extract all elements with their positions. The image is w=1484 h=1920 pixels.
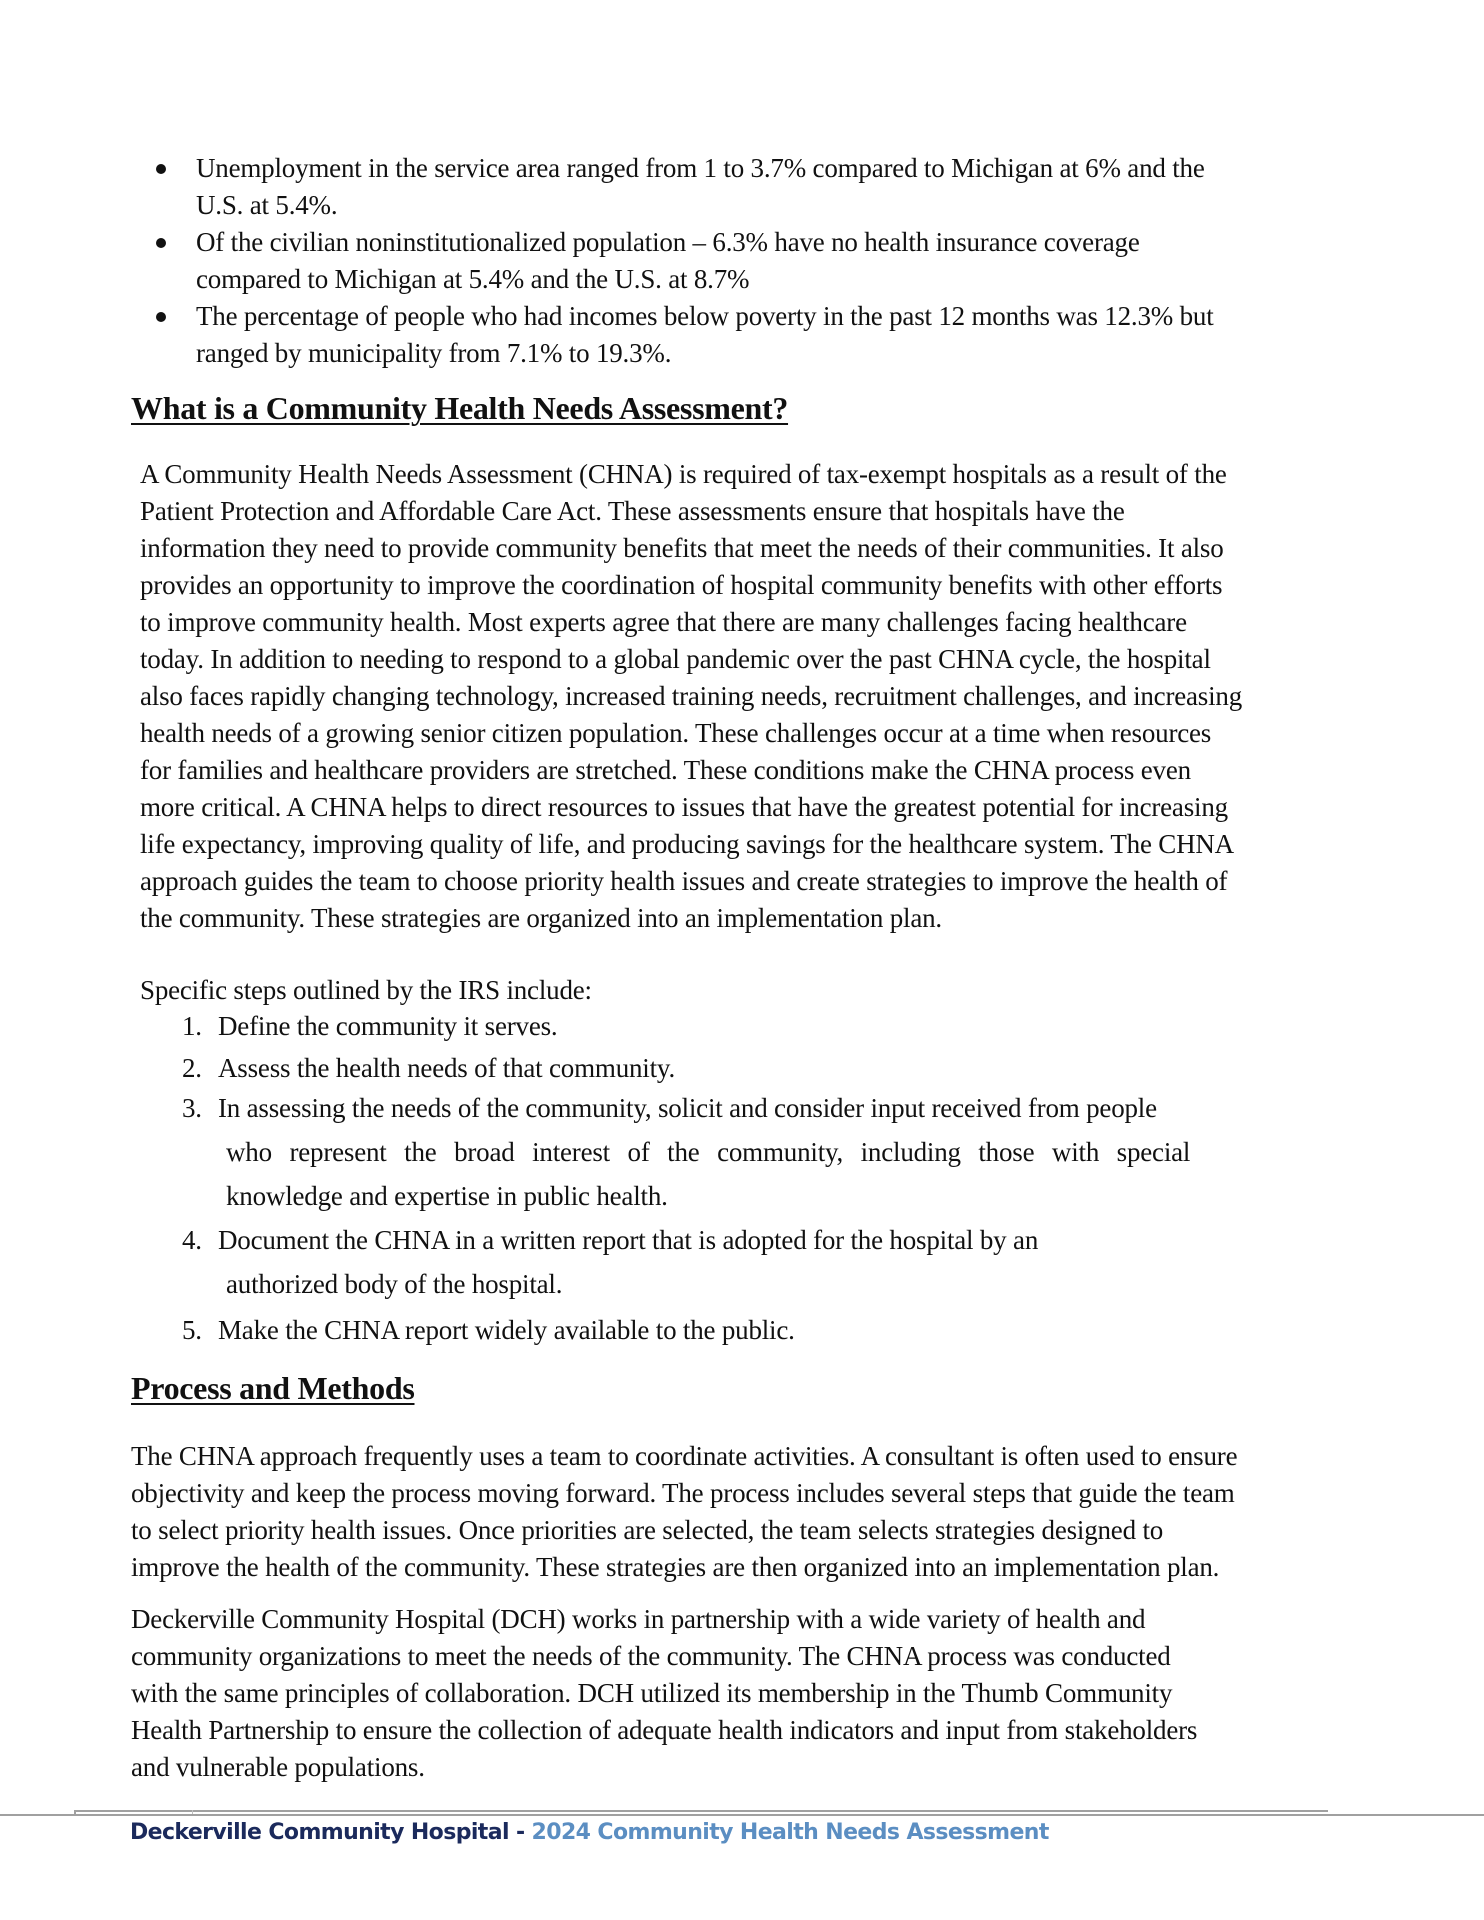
footer-rule-top <box>74 1810 1328 1812</box>
step-number: 5. <box>182 1315 202 1345</box>
bullet-item-insurance-line-1: Of the civilian noninstitutionalized population – 6.3% have no health insurance coverage <box>196 227 1140 257</box>
step-text: Document the CHNA in a written report that is adopted for the hospital by an <box>218 1225 1039 1255</box>
step-text: Make the CHNA report widely available to the public. <box>218 1315 795 1345</box>
paragraph-line: to improve community health. Most experts agree that there are many challenges facing healthcare <box>140 607 1187 637</box>
footer-organization: Deckerville Community Hospital <box>130 1820 509 1845</box>
step-text: Assess the health needs of that community. <box>218 1053 676 1083</box>
bullet-icon <box>156 312 166 322</box>
footer-document-title: 2024 Community Health Needs Assessment <box>531 1820 1049 1845</box>
paragraph-line: to select priority health issues. Once priorities are selected, the team selects strategies designed to <box>131 1515 1164 1545</box>
step-number: 4. <box>182 1225 202 1255</box>
section-heading-process-and-methods: Process and Methods <box>131 1370 415 1406</box>
step-number: 3. <box>182 1093 202 1123</box>
paragraph-line: A Community Health Needs Assessment (CHNA) is required of tax-exempt hospitals as a result of the <box>140 459 1227 489</box>
paragraph-line: with the same principles of collaboration. DCH utilized its membership in the Thumb Community <box>131 1678 1173 1708</box>
irs-steps-intro: Specific steps outlined by the IRS include: <box>140 975 592 1005</box>
step-text: Define the community it serves. <box>218 1011 558 1041</box>
paragraph-line: provides an opportunity to improve the coordination of hospital community benefits with other efforts <box>140 570 1223 600</box>
step-text: authorized body of the hospital. <box>226 1269 563 1299</box>
bullet-icon <box>156 238 166 248</box>
step-number: 1. <box>182 1011 202 1041</box>
bullet-icon <box>156 164 166 174</box>
paragraph-line: and vulnerable populations. <box>131 1752 425 1782</box>
footer-caption <box>130 1818 1049 1848</box>
bullet-item-unemployment-line-2: U.S. at 5.4%. <box>196 190 338 220</box>
step-text: knowledge and expertise in public health. <box>226 1181 668 1211</box>
bullet-item-insurance-line-2: compared to Michigan at 5.4% and the U.S. at 8.7% <box>196 264 750 294</box>
paragraph-line: improve the health of the community. These strategies are then organized into an implementation plan. <box>131 1552 1220 1582</box>
footer-separator: - <box>508 1820 532 1845</box>
paragraph-line: objectivity and keep the process moving forward. The process includes several steps that guide the team <box>131 1478 1235 1508</box>
step-text-justified <box>226 1136 1246 1168</box>
paragraph-line: today. In addition to needing to respond to a global pandemic over the past CHNA cycle, the hospital <box>140 644 1211 674</box>
paragraph-line: life expectancy, improving quality of life, and producing savings for the healthcare system. The CHNA <box>140 829 1234 859</box>
paragraph-line: health needs of a growing senior citizen population. These challenges occur at a time when resources <box>140 718 1212 748</box>
bullet-item-unemployment-line-1: Unemployment in the service area ranged from 1 to 3.7% compared to Michigan at 6% and the <box>196 153 1205 183</box>
paragraph-line: community organizations to meet the needs of the community. The CHNA process was conducted <box>131 1641 1171 1671</box>
paragraph-line: The CHNA approach frequently uses a team to coordinate activities. A consultant is often used to ensure <box>131 1441 1238 1471</box>
paragraph-line: more critical. A CHNA helps to direct resources to issues that have the greatest potential for increasing <box>140 792 1228 822</box>
paragraph-line: approach guides the team to choose priority health issues and create strategies to improve the health of <box>140 866 1228 896</box>
step-number: 2. <box>182 1053 202 1083</box>
paragraph-line: Health Partnership to ensure the collection of adequate health indicators and input from stakeholders <box>131 1715 1198 1745</box>
paragraph-line: Deckerville Community Hospital (DCH) works in partnership with a wide variety of health and <box>131 1604 1146 1634</box>
paragraph-line: Patient Protection and Affordable Care Act. These assessments ensure that hospitals have the <box>140 496 1125 526</box>
section-heading-what-is-chna: What is a Community Health Needs Assessment? <box>131 390 789 426</box>
paragraph-line: the community. These strategies are organized into an implementation plan. <box>140 903 942 933</box>
step-text: In assessing the needs of the community, solicit and consider input received from people <box>218 1093 1157 1123</box>
paragraph-line: for families and healthcare providers are stretched. These conditions make the CHNA process even <box>140 755 1191 785</box>
paragraph-line: information they need to provide community benefits that meet the needs of their communities. It also <box>140 533 1224 563</box>
bullet-item-poverty-line-1: The percentage of people who had incomes below poverty in the past 12 months was 12.3% but <box>196 301 1214 331</box>
step-text: who represent the broad interest of the community, including those with special <box>226 1137 1191 1167</box>
footer-rule-bottom <box>0 1814 1484 1816</box>
paragraph-line: also faces rapidly changing technology, increased training needs, recruitment challenges, and increasing <box>140 681 1243 711</box>
bullet-item-poverty-line-2: ranged by municipality from 7.1% to 19.3%. <box>196 338 672 368</box>
